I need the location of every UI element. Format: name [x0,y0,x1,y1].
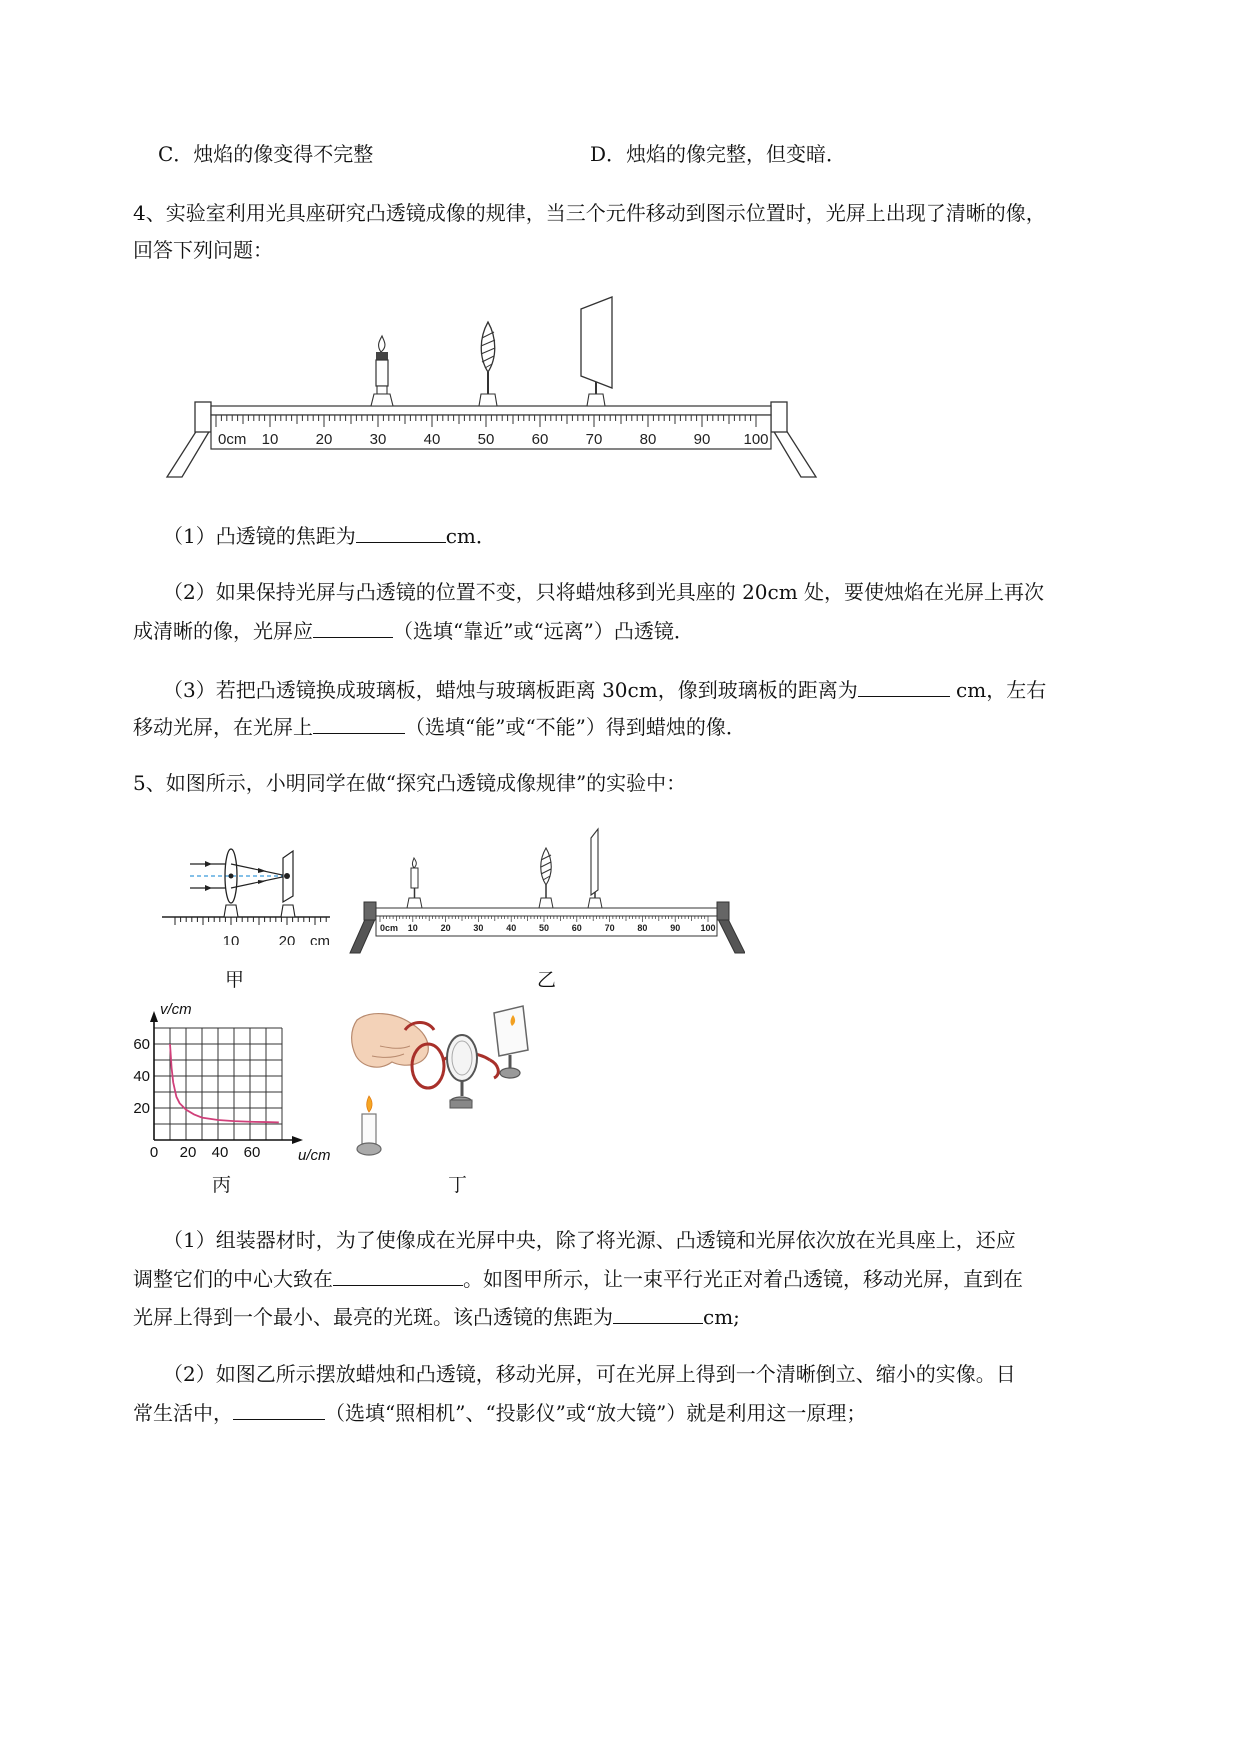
q5-part2-line1: （2）如图乙所示摆放蜡烛和凸透镜，移动光屏，可在光屏上得到一个清晰倒立、缩小的实像。日 [163,1362,1016,1386]
q5-part2-text: 常生活中， [133,1401,233,1425]
q4-part3-line2 [133,715,746,737]
yi-ruler-label-9: 90 [670,923,681,933]
q5-answer-blank-2[interactable] [613,1305,703,1324]
q4-answer-blank-2[interactable] [313,619,393,638]
caption-yi: 乙 [537,969,557,991]
q4-part3-line1 [163,678,1046,700]
q5-part1-text2: 。如图甲所示，让一束平行光正对着凸透镜，移动光屏，直到在 [463,1267,1023,1291]
q5-part1-line3 [133,1305,740,1327]
yi-ruler-label-7: 70 [604,923,615,933]
x-axis-label: u/cm [298,1147,331,1164]
x-tick-60: 60 [243,1144,261,1161]
option-d: D．烛焰的像完整，但变暗． [590,142,847,166]
q4-part3-text: （3）若把凸透镜换成玻璃板，蜡烛与玻璃板距离 30cm，像到玻璃板的距离为 [163,678,858,702]
jia-label-20: 20 [278,933,296,945]
q5-part1-text3: 光屏上得到一个最小、最亮的光斑。该凸透镜的焦距为 [133,1305,613,1329]
yi-ruler-label-8: 80 [637,923,648,933]
q5-part1-text: 调整它们的中心大致在 [133,1267,333,1291]
q4-part3-unit: cm，左右 [949,678,1047,702]
x-tick-40: 40 [211,1144,229,1161]
q4-part2-line2 [133,619,694,641]
q5-stem: 5、如图所示，小明同学在做“探究凸透镜成像规律”的实验中： [133,771,687,795]
fig-bing [130,998,345,1166]
q4-part1-unit: cm． [445,524,496,548]
q4-answer-blank-4[interactable] [313,715,405,734]
x-tick-0: 0 [149,1144,159,1161]
ruler-label-8: 80 [639,431,657,448]
q5-part1-line2 [133,1267,1023,1289]
candle-icon [371,336,393,406]
convex-lens-icon [479,322,497,406]
q4-answer-blank-1[interactable] [356,524,446,543]
candle-icon [357,1096,381,1155]
light-screen-icon [588,829,602,908]
fig-jia [160,825,335,945]
q4-part3-hint: （选填“能”或“不能”）得到蜡烛的像． [405,715,746,739]
q4-stem-line2: 回答下列问题： [133,238,273,262]
yi-ruler-label-5: 50 [538,923,550,933]
q4-stem-line1: 4、实验室利用光具座研究凸透镜成像的规律，当三个元件移动到图示位置时，光屏上出现了清晰的像， [133,201,1046,225]
q5-answer-blank-1[interactable] [333,1267,463,1286]
option-c: C．烛焰的像变得不完整 [158,142,374,166]
q5-answer-blank-3[interactable] [233,1401,325,1420]
y-tick-40: 40 [133,1068,150,1085]
ruler-label-3: 30 [369,431,387,448]
jia-label-10: 10 [222,933,240,945]
q4-part2-line1: （2）如果保持光屏与凸透镜的位置不变，只将蜡烛移到光具座的 20cm 处，要使烛焰在光屏上再次 [163,580,1045,604]
screen-icon [494,1006,528,1078]
y-tick-60: 60 [133,1036,150,1053]
fig-yi [345,825,745,960]
ruler-label-4: 40 [423,431,441,448]
q5-part2-hint: （选填“照相机”、“投影仪”或“放大镜”）就是利用这一原理； [325,1401,867,1425]
fig-ding [345,995,545,1165]
yi-ruler-label-1: 10 [407,923,418,933]
q4-part2-text: 成清晰的像，光屏应 [133,619,313,643]
ruler-label-2: 20 [315,431,333,448]
ruler-label-5: 50 [477,431,495,448]
caption-bing: 丙 [212,1174,232,1196]
ruler-label-7: 70 [585,431,603,448]
x-tick-20: 20 [179,1144,197,1161]
y-axis-label: v/cm [160,1001,192,1018]
jia-unit: cm [310,933,330,945]
light-screen-icon [581,297,612,406]
caption-jia: 甲 [225,969,245,991]
q5-part2-line2 [133,1401,866,1423]
q4-part2-hint: （选填“靠近”或“远离”）凸透镜． [393,619,694,643]
ruler-label-10: 100 [743,431,769,448]
y-tick-20: 20 [133,1100,150,1117]
q4-optical-bench-figure [160,295,825,485]
ruler-label-1: 10 [261,431,279,448]
yi-ruler-label-0: 0cm [380,923,399,933]
q4-answer-blank-3[interactable] [858,678,950,697]
convex-lens-icon [539,848,553,908]
q4-part3-text2: 移动光屏，在光屏上 [133,715,313,739]
ruler-label-0: 0cm [218,431,247,448]
ruler-label-6: 60 [531,431,549,448]
q5-part1-line1: （1）组装器材时，为了使像成在光屏中央，除了将光源、凸透镜和光屏依次放在光具座上，还应 [163,1228,1016,1252]
caption-ding: 丁 [448,1174,468,1196]
q4-part1 [163,524,496,546]
lens-holder-icon [447,1035,477,1108]
q5-part1-unit: cm; [703,1305,740,1329]
yi-ruler-label-6: 60 [571,923,582,933]
ruler-label-9: 90 [693,431,711,448]
yi-ruler-label-4: 40 [506,923,517,933]
yi-ruler-label-3: 30 [473,923,484,933]
candle-icon [407,858,422,908]
q4-part1-text: （1）凸透镜的焦距为 [163,524,356,548]
yi-ruler-label-10: 100 [700,923,716,933]
yi-ruler-label-2: 20 [440,923,451,933]
